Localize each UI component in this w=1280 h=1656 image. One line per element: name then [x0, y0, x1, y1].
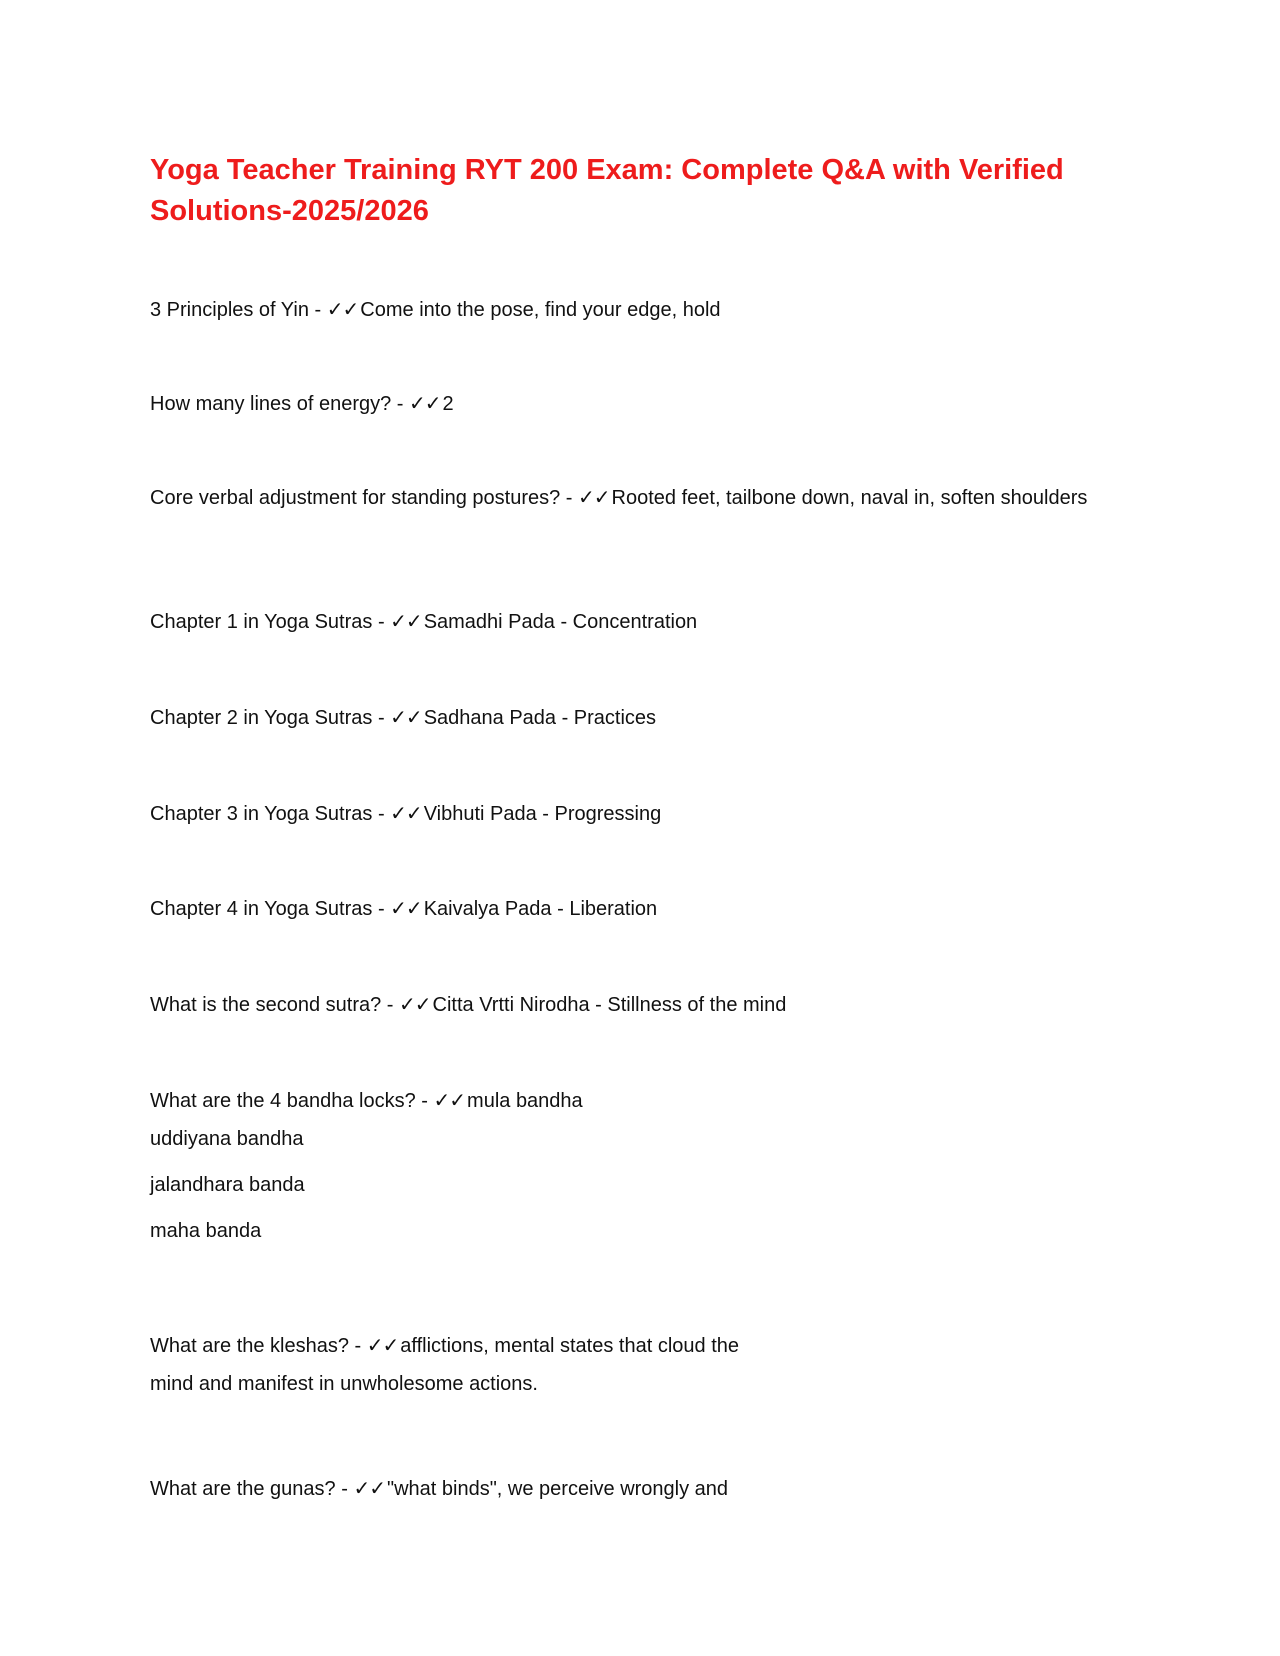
question-text: How many lines of energy? — [150, 393, 392, 415]
answer-text: Vibhuti Pada - Progressing — [423, 803, 662, 825]
check-mark-icon: ✓✓ — [433, 1088, 466, 1112]
qa-item-9 — [150, 1085, 1110, 1254]
check-mark-icon: ✓✓ — [390, 609, 422, 633]
question-text: Core verbal adjustment for standing postures? — [150, 487, 561, 509]
check-mark-icon: ✓✓ — [390, 896, 422, 920]
answer-continuation: mind and manifest in unwholesome actions. — [150, 1373, 538, 1395]
answer-text: "what binds", we perceive wrongly and — [386, 1478, 729, 1500]
check-mark-icon: ✓✓ — [390, 801, 422, 825]
qa-item-2 — [150, 388, 1110, 419]
answer-text: 2 — [442, 393, 454, 415]
qa-item-4 — [150, 606, 1110, 637]
qa-item-6 — [150, 798, 1110, 829]
qa-item-10 — [150, 1330, 1110, 1407]
qa-item-1 — [150, 294, 1110, 325]
question-text: Chapter 4 in Yoga Sutras — [150, 898, 373, 920]
question-text: Chapter 3 in Yoga Sutras — [150, 803, 373, 825]
question-text: Chapter 1 in Yoga Sutras — [150, 611, 373, 633]
answer-text: Rooted feet, tailbone down, naval in, soften shoulders — [611, 487, 1088, 509]
qa-item-7 — [150, 893, 1110, 924]
separator: - — [308, 299, 327, 321]
check-mark-icon: ✓✓ — [366, 1333, 399, 1357]
qa-item-5 — [150, 702, 1110, 733]
answer-continuation: jalandhara banda — [150, 1174, 305, 1196]
question-text: 3 Principles of Yin — [150, 299, 309, 321]
separator: - — [415, 1090, 434, 1112]
answer-continuation: uddiyana bandha — [150, 1128, 304, 1150]
question-text: What is the second sutra? — [150, 994, 382, 1016]
check-mark-icon: ✓✓ — [390, 705, 422, 729]
answer-continuation: maha banda — [150, 1220, 262, 1242]
qa-item-11 — [150, 1473, 1110, 1504]
answer-text: afflictions, mental states that cloud the — [400, 1335, 740, 1357]
separator: - — [349, 1335, 367, 1357]
question-text: Chapter 2 in Yoga Sutras — [150, 707, 373, 729]
check-mark-icon: ✓✓ — [578, 485, 610, 509]
check-mark-icon: ✓✓ — [399, 992, 431, 1016]
answer-text: Citta Vrtti Nirodha - Stillness of the mind — [432, 994, 787, 1016]
qa-item-8 — [150, 989, 1110, 1020]
separator: - — [391, 393, 410, 415]
check-mark-icon: ✓✓ — [326, 297, 359, 321]
answer-text: Sadhana Pada - Practices — [423, 707, 657, 729]
answer-text: Samadhi Pada - Concentration — [423, 611, 698, 633]
answer-text: Kaivalya Pada - Liberation — [423, 898, 658, 920]
answer-text: Come into the pose, find your edge, hold — [360, 299, 721, 321]
separator: - — [335, 1478, 354, 1500]
separator: - — [372, 611, 391, 633]
separator: - — [381, 994, 400, 1016]
answer-text: mula bandha — [467, 1090, 583, 1112]
separator: - — [372, 898, 391, 920]
check-mark-icon: ✓✓ — [409, 391, 441, 415]
separator: - — [372, 707, 391, 729]
check-mark-icon: ✓✓ — [353, 1476, 385, 1500]
separator: - — [560, 487, 579, 509]
question-text: What are the kleshas? — [150, 1335, 349, 1357]
document-title: Yoga Teacher Training RYT 200 Exam: Complete Q&A with Verified Solutions-2025/2026 — [150, 154, 1064, 227]
separator: - — [372, 803, 391, 825]
question-text: What are the 4 bandha locks? — [150, 1090, 416, 1112]
question-text: What are the gunas? — [150, 1478, 336, 1500]
qa-item-3 — [150, 482, 1110, 513]
